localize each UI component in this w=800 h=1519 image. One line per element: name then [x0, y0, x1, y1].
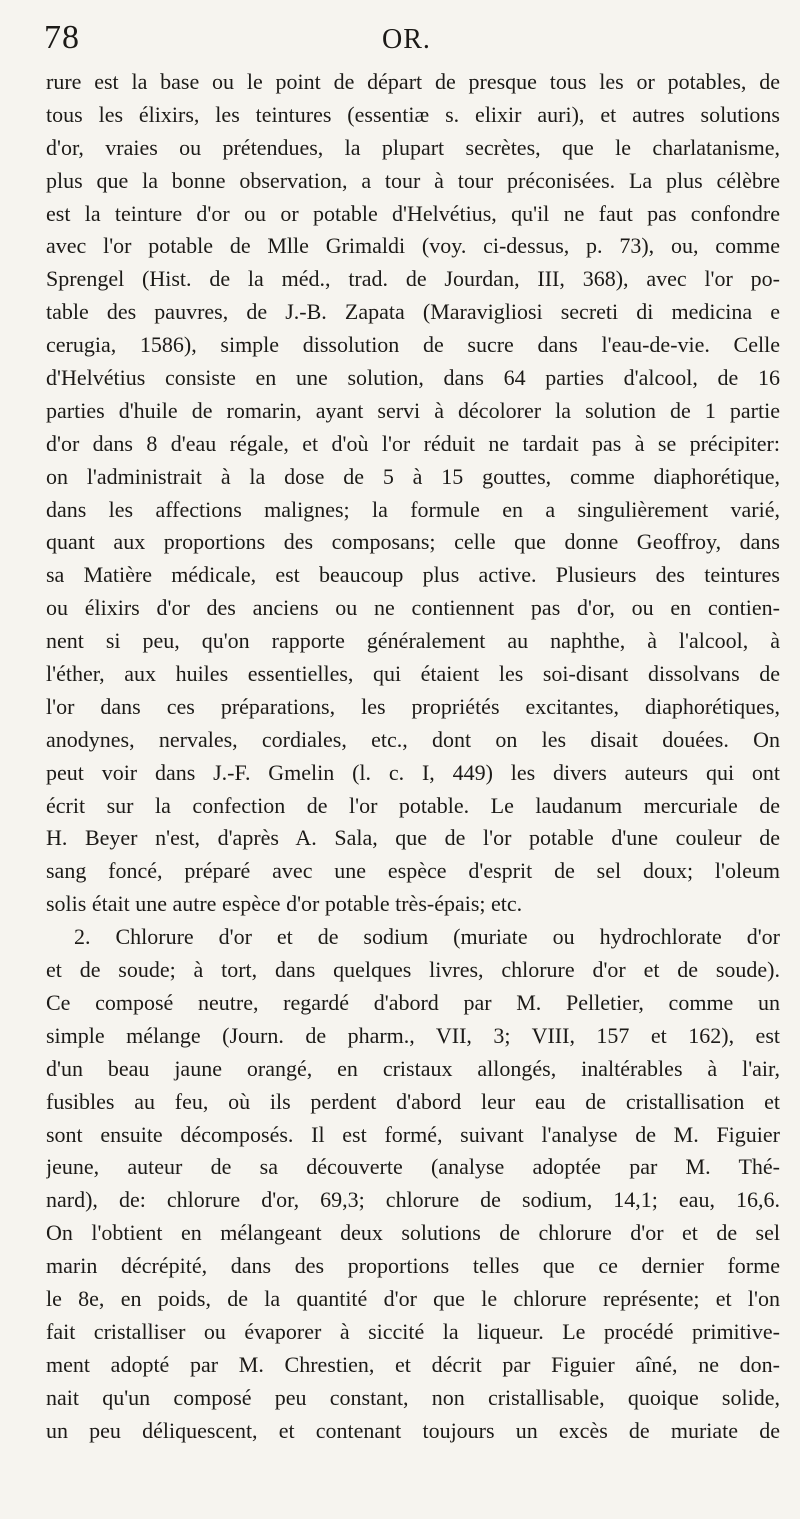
text-line: d'or dans 8 d'eau régale, et d'où l'or réduit ne tardait pas à se précipiter: — [46, 430, 780, 456]
text-line: sont ensuite décomposés. Il est formé, suivant l'analyse de M. Figuier — [46, 1121, 780, 1147]
text-line: nait qu'un composé peu constant, non cristallisable, quoique solide, — [46, 1384, 780, 1410]
text-line: on l'administrait à la dose de 5 à 15 gouttes, comme diaphorétique, — [46, 463, 780, 489]
text-line: nard), de: chlorure d'or, 69,3; chlorure de sodium, 14,1; eau, 16,6. — [46, 1187, 780, 1213]
text-line: écrit sur la confection de l'or potable. Le laudanum mercuriale de — [46, 792, 780, 818]
body-text — [46, 66, 780, 1447]
text-line: On l'obtient en mélangeant deux solutions de chlorure d'or et de sel — [46, 1220, 780, 1246]
text-line: est la teinture d'or ou or potable d'Helvétius, qu'il ne faut pas confondre — [46, 200, 780, 226]
text-line: le 8e, en poids, de la quantité d'or que le chlorure représente; et l'on — [46, 1285, 780, 1311]
text-line: l'éther, aux huiles essentielles, qui étaient les soi-disant dissolvans de — [46, 661, 780, 687]
text-line: sang foncé, préparé avec une espèce d'esprit de sel doux; l'oleum — [46, 858, 780, 884]
text-line: rure est la base ou le point de départ de presque tous les or potables, de — [46, 69, 780, 94]
text-line: Sprengel (Hist. de la méd., trad. de Jourdan, III, 368), avec l'or po- — [46, 266, 780, 292]
text-line: d'Helvétius consiste en une solution, dans 64 parties d'alcool, de 16 — [46, 365, 780, 391]
text-line: l'or dans ces préparations, les propriétés excitantes, diaphorétiques, — [46, 693, 780, 719]
text-line: fait cristalliser ou évaporer à siccité la liqueur. Le procédé primitive- — [46, 1318, 780, 1344]
running-title: OR. — [382, 24, 431, 55]
page-header — [44, 18, 784, 58]
text-line: parties d'huile de romarin, ayant servi à décolorer la solution de 1 partie — [46, 397, 780, 423]
text-line: 2. Chlorure d'or et de sodium (muriate ou hydrochlorate d'or — [74, 924, 780, 950]
text-line: H. Beyer n'est, d'après A. Sala, que de l'or potable d'une couleur de — [46, 825, 780, 851]
text-line: simple mélange (Journ. de pharm., VII, 3; VIII, 157 et 162), est — [46, 1022, 780, 1048]
text-line: ment adopté par M. Chrestien, et décrit par Figuier aîné, ne don- — [46, 1351, 780, 1377]
text-line: dans les affections malignes; la formule en a singulièrement varié, — [46, 496, 780, 522]
text-line: sa Matière médicale, est beaucoup plus active. Plusieurs des teintures — [46, 562, 780, 588]
text-line: tous les élixirs, les teintures (essentiæ s. elixir auri), et autres solutions — [46, 101, 780, 127]
text-line: ou élixirs d'or des anciens ou ne contiennent pas d'or, ou en contien- — [46, 595, 780, 621]
text-line: fusibles au feu, où ils perdent d'abord leur eau de cristallisation et — [46, 1088, 780, 1114]
text-line: plus que la bonne observation, a tour à tour préconisées. La plus célèbre — [46, 167, 780, 193]
text-line: anodynes, nervales, cordiales, etc., dont on les disait douées. On — [46, 726, 780, 752]
text-line: solis était une autre espèce d'or potable très-épais; etc. — [46, 891, 523, 917]
text-line: et de soude; à tort, dans quelques livres, chlorure d'or et de soude). — [46, 957, 780, 983]
text-line: cerugia, 1586), simple dissolution de sucre dans l'eau-de-vie. Celle — [46, 332, 780, 358]
page-number: 78 — [44, 19, 80, 56]
text-line: avec l'or potable de Mlle Grimaldi (voy. ci-dessus, p. 73), ou, comme — [46, 233, 780, 259]
text-line: jeune, auteur de sa découverte (analyse adoptée par M. Thé- — [46, 1154, 780, 1180]
text-line: marin décrépité, dans des proportions telles que ce dernier forme — [46, 1253, 780, 1279]
text-line: nent si peu, qu'on rapporte généralement au naphthe, à l'alcool, à — [46, 628, 780, 654]
text-line: peut voir dans J.-F. Gmelin (l. c. I, 449) les divers auteurs qui ont — [46, 759, 780, 785]
text-line: table des pauvres, de J.-B. Zapata (Maravigliosi secreti di medicina e — [46, 299, 780, 325]
text-line: d'un beau jaune orangé, en cristaux allongés, inaltérables à l'air, — [46, 1055, 780, 1081]
text-line: un peu déliquescent, et contenant toujours un excès de muriate de — [46, 1417, 780, 1443]
text-line: Ce composé neutre, regardé d'abord par M. Pelletier, comme un — [46, 989, 780, 1015]
text-line: d'or, vraies ou prétendues, la plupart secrètes, que le charlatanisme, — [46, 134, 780, 160]
text-line: quant aux proportions des composans; celle que donne Geoffroy, dans — [46, 529, 780, 555]
